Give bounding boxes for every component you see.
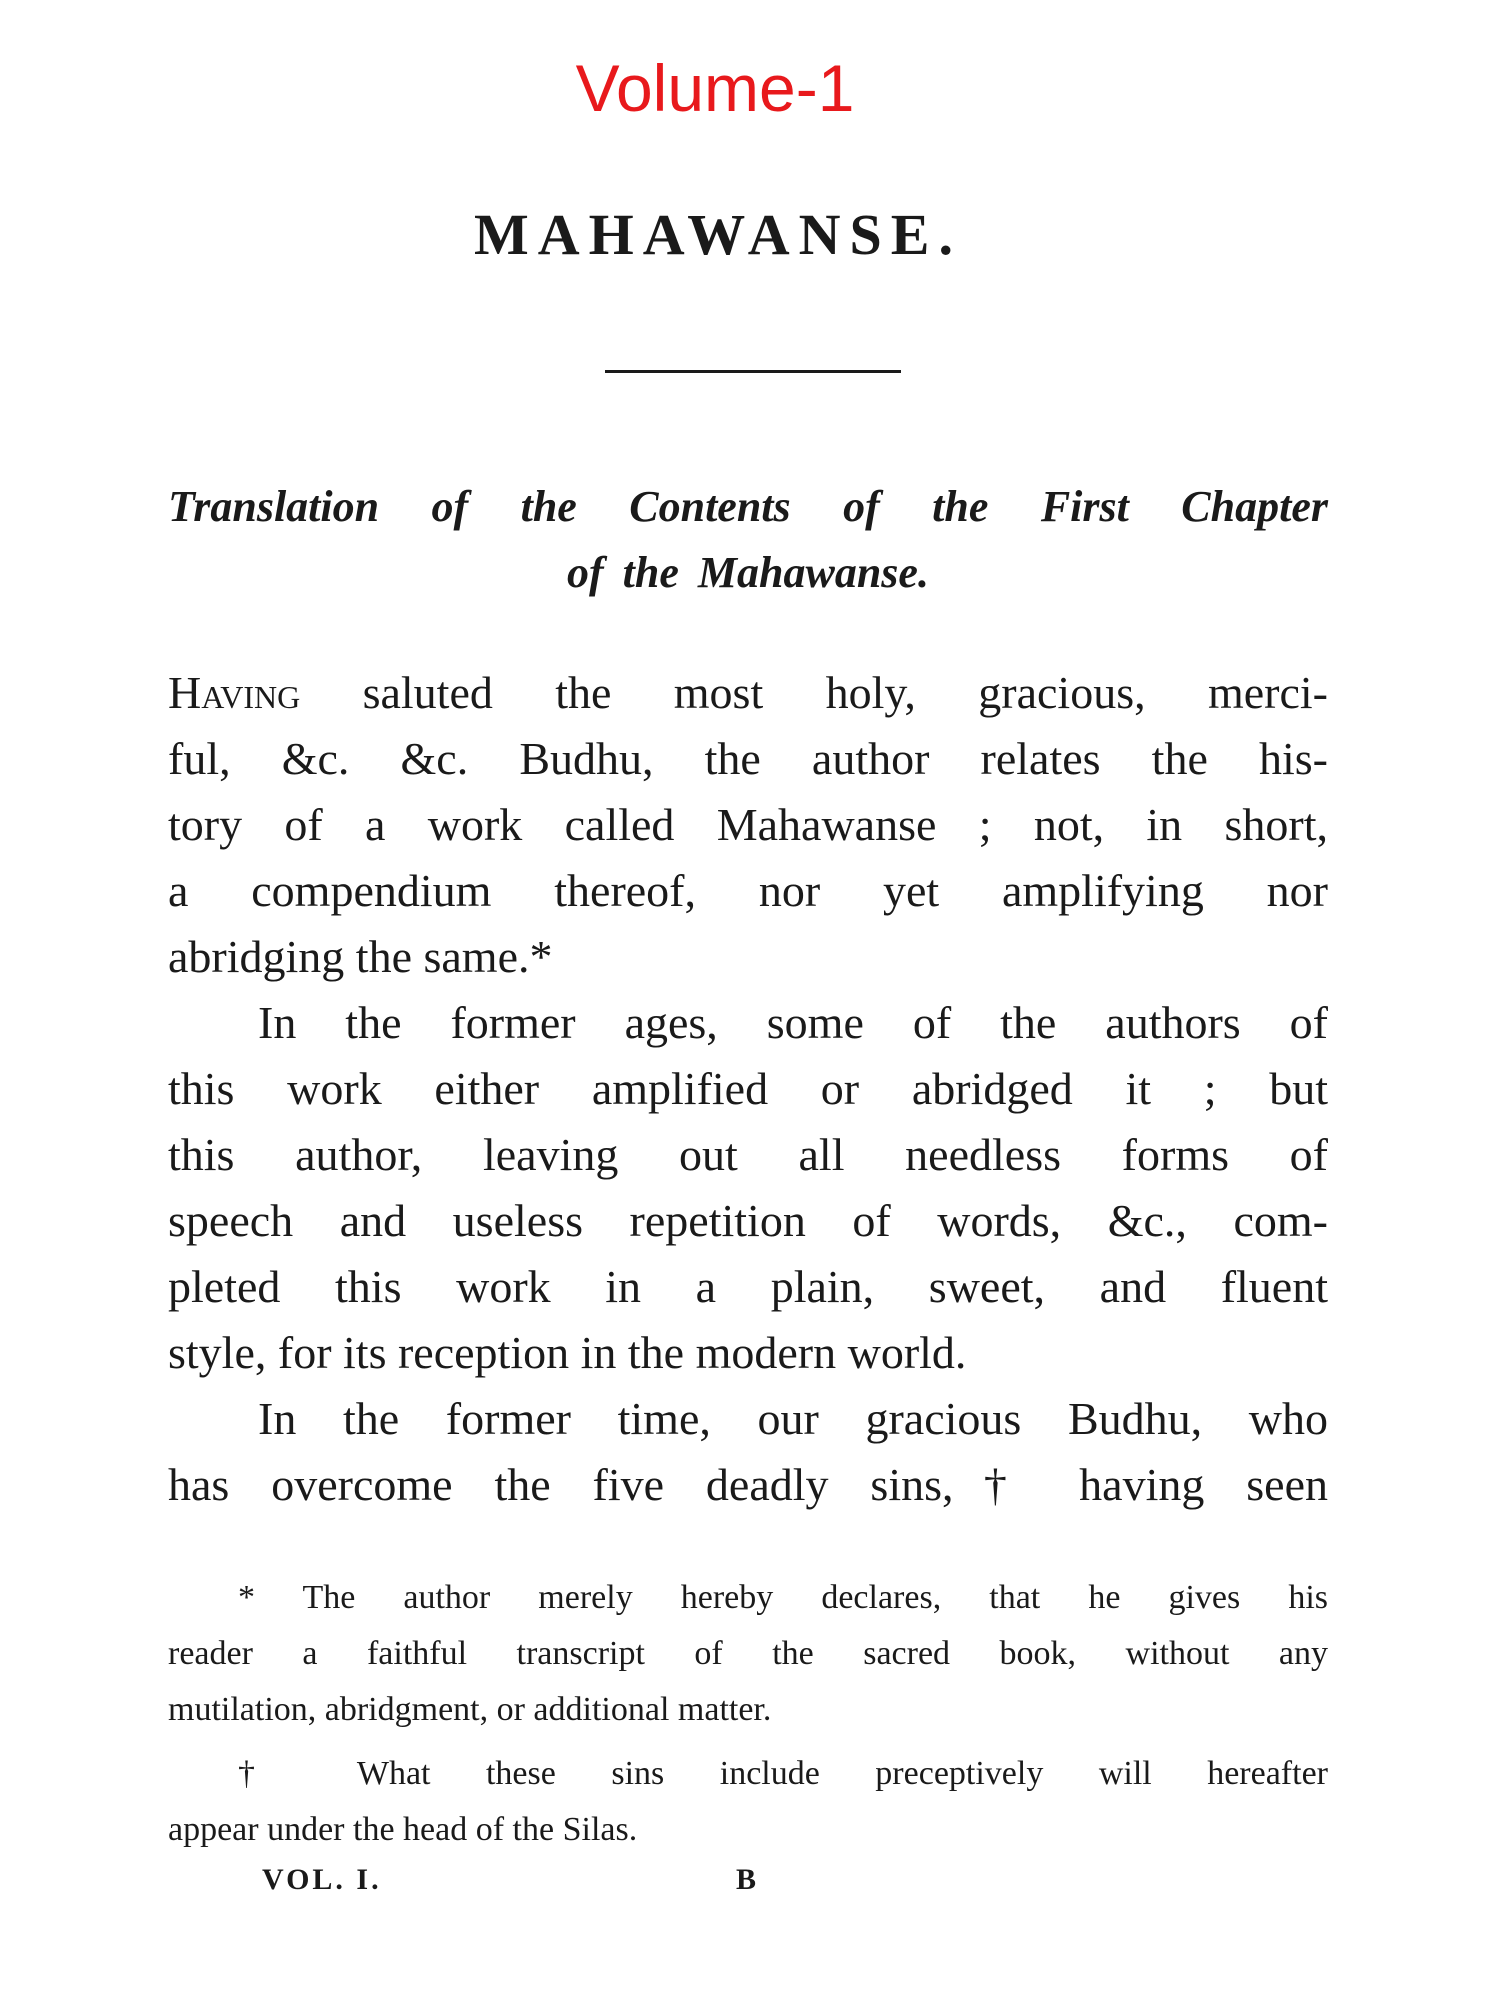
page-title: MAHAWANSE. [474,202,962,267]
body-text [168,660,1328,1518]
text-line: In the former ages, some of the authors of [258,997,1328,1048]
signature-mark: B [736,1863,757,1896]
text-line: style, for its reception in the modern world. [168,1327,967,1378]
text-line: speech and useless repetition of words, &c., com- [168,1195,1328,1246]
text-line: a compendium thereof, nor yet amplifying nor [168,865,1328,916]
footnotes [168,1570,1328,1858]
subtitle-line: of the Mahawanse. [567,548,929,597]
paragraph-1-line-1 [168,660,1328,726]
volume-label: Volume-1 [575,51,855,125]
footnote-line: mutilation, abridgment, or additional matter. [168,1691,772,1728]
footnote-gap [168,1738,1328,1746]
text-line: abridging the same.* [168,931,553,982]
chapter-subtitle [168,474,1328,606]
text-line: pleted this work in a plain, sweet, and fluent [168,1261,1328,1312]
text-line: saluted the most holy, gracious, merci- [300,667,1328,718]
title-divider [605,370,901,373]
text-line: In the former time, our gracious Budhu, who [258,1393,1328,1444]
footnote-line: reader a faithful transcript of the sacred book, without any [168,1635,1328,1672]
footnote-line: † What these sins include preceptively will hereafter [238,1755,1328,1792]
volume-footer: VOL. I. [262,1863,382,1896]
text-line: ful, &c. &c. Budhu, the author relates the his- [168,733,1328,784]
subtitle-line: Translation of the Contents of the First Chapter [168,482,1328,531]
text-line: tory of a work called Mahawanse ; not, in short, [168,799,1328,850]
footnote-line: * The author merely hereby declares, that he gives his [238,1579,1328,1616]
text-line: this work either amplified or abridged it ; but [168,1063,1328,1114]
opening-word: Having [168,667,301,718]
footnote-line: appear under the head of the Silas. [168,1811,638,1848]
text-line: has overcome the five deadly sins,† having seen [168,1459,1328,1510]
text-line: this author, leaving out all needless forms of [168,1129,1328,1180]
